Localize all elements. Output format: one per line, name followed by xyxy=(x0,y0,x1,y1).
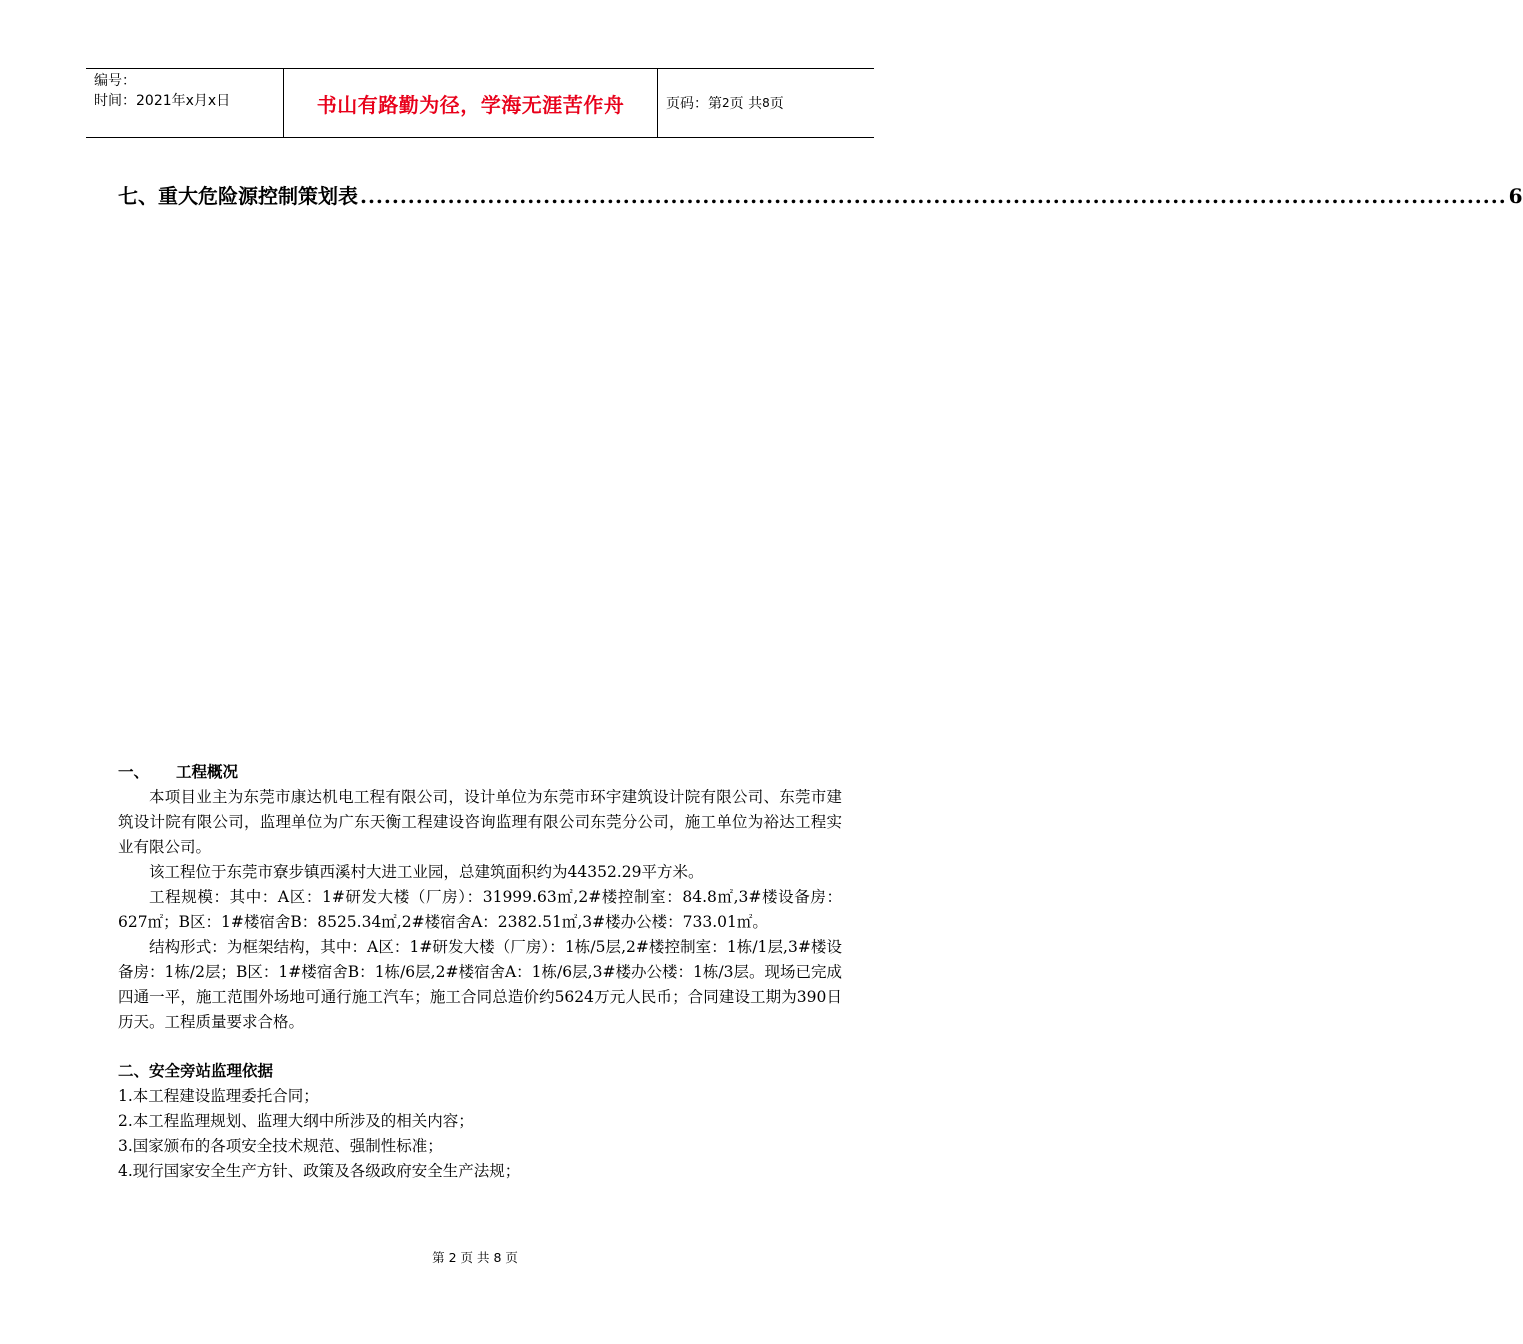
list-item: 3.国家颁布的各项安全技术规范、强制性标准； xyxy=(118,1137,443,1155)
page-footer: 第 2 页 共 8 页 xyxy=(432,1250,518,1265)
list-item: 4.现行国家安全生产方针、政策及各级政府安全生产法规； xyxy=(118,1162,521,1180)
page-header xyxy=(86,68,874,138)
section-title: 工程概况 xyxy=(176,763,239,781)
section-heading-overview xyxy=(118,760,842,785)
document-body xyxy=(118,760,842,1184)
header-number-label: 编号： xyxy=(94,73,136,89)
spacer xyxy=(118,1035,842,1059)
toc-entry-leader: ................................................................................................................................................ xyxy=(360,184,1507,208)
header-motto: 书山有路勤为径，学海无涯苦作舟 xyxy=(284,69,658,137)
header-page-total: 8 xyxy=(762,96,770,110)
section-heading-basis: 二、安全旁站监理依据 xyxy=(118,1062,274,1080)
toc-entry-page: 6 xyxy=(1508,184,1523,208)
toc-entry-title: 七、重大危险源控制策划表 xyxy=(118,184,358,208)
header-page-num: 2 xyxy=(722,96,730,110)
header-page-info xyxy=(658,69,874,137)
header-page-end: 页 xyxy=(769,96,784,112)
header-page-label: 页码：第 xyxy=(666,96,722,112)
list-item: 2.本工程监理规划、监理大纲中所涉及的相关内容； xyxy=(118,1112,474,1130)
header-meta xyxy=(86,69,284,137)
toc-entry[interactable] xyxy=(118,180,1523,209)
paragraph: 工程规模：其中：A区：1#研发大楼（厂房）：31999.63㎡,2#楼控制室：84.8㎡,3#楼设备房：627㎡；B区：1#楼宿舍B：8525.34㎡,2#楼宿舍A：2382.51㎡,3#楼办公楼：733.01㎡。 xyxy=(118,888,842,931)
paragraph: 结构形式：为框架结构，其中：A区：1#研发大楼（厂房）：1栋/5层,2#楼控制室：1栋/1层,3#楼设备房：1栋/2层；B区：1#楼宿舍B：1栋/6层,2#楼宿舍A：1栋/6层,3#楼办公楼：1栋/3层。现场已完成四通一平，施工范围外场地可通行施工汽车；施工合同总造价约5624万元人民币；合同建设工期为390日历天。工程质量要求合格。 xyxy=(118,938,842,1031)
paragraph: 该工程位于东莞市寮步镇西溪村大进工业园，总建筑面积约为44352.29平方米。 xyxy=(149,863,704,881)
header-page-mid: 页 共 xyxy=(729,96,763,112)
list-item: 1.本工程建设监理委托合同； xyxy=(118,1087,319,1105)
header-time-label: 时间：2021年x月x日 xyxy=(94,93,231,109)
section-number: 一、 xyxy=(118,763,150,781)
paragraph: 本项目业主为东莞市康达机电工程有限公司，设计单位为东莞市环宇建筑设计院有限公司、东莞市建筑设计院有限公司，监理单位为广东天衡工程建设咨询监理有限公司东莞分公司，施工单位为裕达工程实业有限公司。 xyxy=(118,788,842,856)
